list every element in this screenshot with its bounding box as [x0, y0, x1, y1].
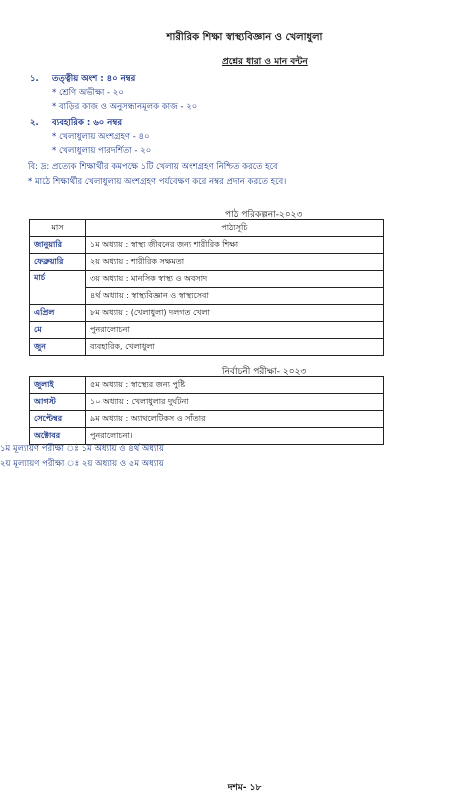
item1-label: তত্ত্বীয় অংশ : ৪০ নম্বর — [52, 74, 136, 84]
item1-sub: * বাড়ির কাজ ও অনুসন্ধানমূলক কাজ - ২০ — [52, 102, 198, 112]
syllabus-cell: পুনরালোচনা — [86, 322, 384, 339]
note-line: * মাঠে শিক্ষার্থীর খেলাধুলায় অংশগ্রহণ পর্যবেক্ষণ করে নম্বর প্রদান করতে হবে। — [28, 177, 287, 187]
item1-sub: * শ্রেণি অভীক্ষা - ২০ — [52, 88, 124, 98]
syllabus-cell: ২য় অধ্যায় : শারীরিক সক্ষমতা — [86, 254, 384, 271]
month-cell: জুলাই — [30, 377, 86, 394]
table-row — [30, 411, 384, 428]
syllabus-cell: ১০ অধ্যায় : খেলাধুলার দুর্ঘটনা — [86, 394, 384, 411]
table-row — [30, 254, 384, 271]
month-cell: মার্চ — [30, 271, 86, 305]
page-title: শারীরিক শিক্ষা স্বাস্থ্যবিজ্ঞান ও খেলাধুলা — [166, 32, 323, 43]
item2-sub: * খেলাধুলায় অংশগ্রহণ - ৪০ — [52, 132, 150, 142]
syllabus-cell: ৪র্থ অধ্যায় : স্বাস্থ্যবিজ্ঞান ও স্বাস্থ্যসেবা — [86, 288, 384, 305]
month-cell: মে — [30, 322, 86, 339]
lesson-plan-heading: পাঠ পরিকল্পনা-২০২৩ — [225, 210, 303, 220]
month-cell: জানুয়ারি — [30, 237, 86, 254]
exam-table — [29, 376, 384, 445]
month-cell: অক্টোবর — [30, 428, 86, 445]
month-cell: জুন — [30, 339, 86, 356]
table-row — [30, 377, 384, 394]
item2-label: ব্যবহারিক : ৬০ নম্বর — [52, 118, 122, 128]
month-cell: আগস্ট — [30, 394, 86, 411]
table-row — [30, 237, 384, 254]
distribution-heading: প্রশ্নের ধারা ও মান বন্টন — [222, 57, 308, 67]
table-row — [30, 322, 384, 339]
syllabus-cell: ব্যবহারিক, খেলাধুলা — [86, 339, 384, 356]
table-row — [30, 394, 384, 411]
table-row — [30, 305, 384, 322]
syllabus-cell: ৩য় অধ্যায় : মানসিক স্বাস্থ্য ও অবসাদ — [86, 271, 384, 288]
syllabus-cell: ১ম অধ্যায় : স্বাস্থ্য জীবনের জন্য শারীরিক শিক্ষা — [86, 237, 384, 254]
syllabus-cell: ৮ম অধ্যায় : (খেলাধুলা) দলগত খেলা — [86, 305, 384, 322]
syllabus-cell: পুনরালোচনা। — [86, 428, 384, 445]
column-header-month: মাস — [30, 220, 86, 237]
month-cell: সেপ্টেম্বর — [30, 411, 86, 428]
syllabus-cell: ৫ম অধ্যায় : স্বাস্থ্যের জন্য পুষ্টি — [86, 377, 384, 394]
month-cell: ফেব্রুয়ারি — [30, 254, 86, 271]
table-header-row — [30, 220, 384, 237]
page-number: দশম- ১৮ — [227, 783, 262, 793]
exam-heading: নির্বাচনী পরীক্ষা- ২০২৩ — [222, 367, 307, 377]
item2-sub: * খেলাধুলায় পারদর্শিতা - ২০ — [52, 146, 152, 156]
lesson-plan-table — [29, 219, 384, 356]
table-row — [30, 271, 384, 288]
assessment-line: ১ম মূল্যায়ণ পরীক্ষা ঃ ১ম অধ্যায় ও ৪র্থ অধ্যায় — [0, 444, 164, 454]
table-row — [30, 339, 384, 356]
item2-number: ২. — [30, 118, 39, 128]
column-header-syllabus: পাঠ্যসূচি — [86, 220, 384, 237]
item1-number: ১. — [30, 74, 39, 84]
month-cell: এপ্রিল — [30, 305, 86, 322]
note-line: বি: দ্র: প্রত্যেক শিক্ষার্থীর কমপক্ষে ১টি খেলায় অংশগ্রহণ নিশ্চিত করতে হবে — [28, 162, 278, 172]
syllabus-cell: ৯ম অধ্যায় : অ্যাথলেটিকস ও সাঁতার — [86, 411, 384, 428]
assessment-line: ২য় মূল্যায়ণ পরীক্ষা ঃ ২য় অধ্যায় ও ৫ম অধ্যায় — [0, 459, 164, 469]
